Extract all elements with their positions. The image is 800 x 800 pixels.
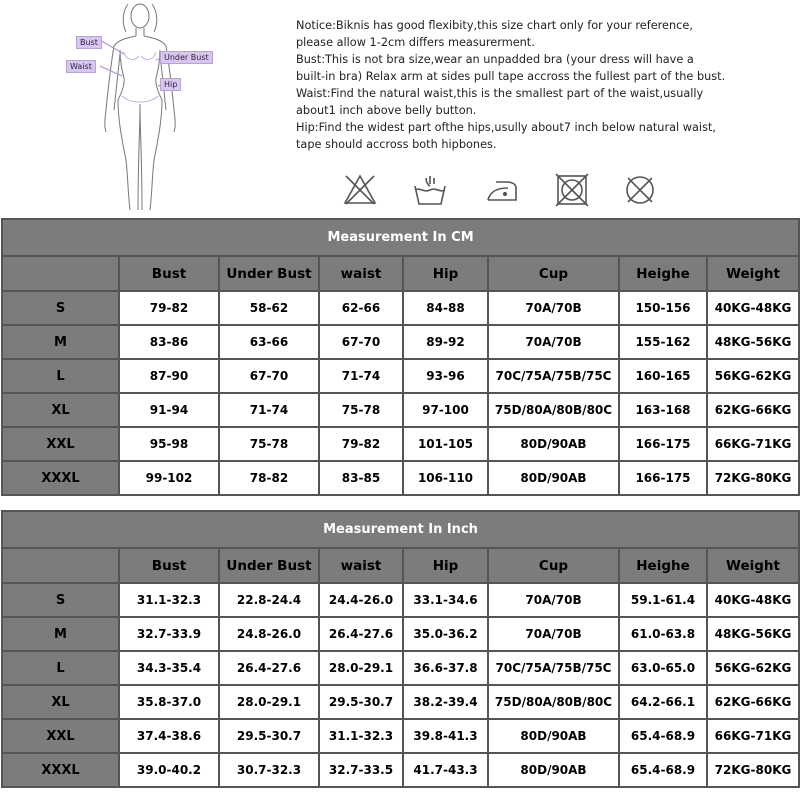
size-label: M (2, 325, 119, 359)
notice-line: Bust:This is not bra size,wear an unpadded bra (your dress will have a (296, 53, 694, 66)
table-row (2, 719, 799, 753)
table-row (2, 617, 799, 651)
table-cell: 28.0-29.1 (219, 685, 319, 719)
table-cell: 63.0-65.0 (619, 651, 707, 685)
table-cell: 40KG-48KG (707, 291, 799, 325)
table-cell: 83-86 (119, 325, 219, 359)
table-cell: 39.8-41.3 (403, 719, 488, 753)
table-row (2, 461, 799, 495)
notice-line: tape should accross both hipbones. (296, 138, 497, 151)
woman-silhouette-icon (60, 0, 220, 212)
table-cell: 31.1-32.3 (119, 583, 219, 617)
table-row (2, 393, 799, 427)
table-cell: 163-168 (619, 393, 707, 427)
table-cell: 59.1-61.4 (619, 583, 707, 617)
table-cell: 70A/70B (488, 291, 619, 325)
table-cell: 80D/90AB (488, 753, 619, 787)
table-cell: 35.8-37.0 (119, 685, 219, 719)
table-cell: 56KG-62KG (707, 359, 799, 393)
table-cell: 26.4-27.6 (319, 617, 403, 651)
table-cell: 80D/90AB (488, 719, 619, 753)
notice-line: Waist:Find the natural waist,this is the smallest part of the waist,usually (296, 87, 704, 100)
column-header-bust: Bust (119, 256, 219, 291)
size-label: XXL (2, 719, 119, 753)
table-cell: 37.4-38.6 (119, 719, 219, 753)
table-cell: 32.7-33.5 (319, 753, 403, 787)
table-cell: 29.5-30.7 (219, 719, 319, 753)
table-cell: 70C/75A/75B/75C (488, 651, 619, 685)
table-cell: 62-66 (319, 291, 403, 325)
table-cell: 24.4-26.0 (319, 583, 403, 617)
hip-label: Hip (160, 78, 181, 91)
table-cell: 64.2-66.1 (619, 685, 707, 719)
column-header-waist: waist (319, 256, 403, 291)
column-header-cup: Cup (488, 256, 619, 291)
table-cell: 38.2-39.4 (403, 685, 488, 719)
column-header-height: Heighe (619, 256, 707, 291)
table-cell: 70A/70B (488, 325, 619, 359)
table-cell: 71-74 (319, 359, 403, 393)
table-cell: 83-85 (319, 461, 403, 495)
size-column-header (2, 548, 119, 583)
table-title: Measurement In Inch (2, 511, 799, 548)
table-cell: 80D/90AB (488, 427, 619, 461)
column-header-under-bust: Under Bust (219, 548, 319, 583)
header-area (0, 0, 800, 218)
table-cell: 70C/75A/75B/75C (488, 359, 619, 393)
table-row (2, 325, 799, 359)
table-cell: 72KG-80KG (707, 753, 799, 787)
table-cell: 97-100 (403, 393, 488, 427)
table-cell: 33.1-34.6 (403, 583, 488, 617)
iron-low-icon (484, 172, 520, 208)
table-cell: 30.7-32.3 (219, 753, 319, 787)
table-cell: 79-82 (319, 427, 403, 461)
size-label: S (2, 583, 119, 617)
table-row (2, 427, 799, 461)
column-header-under-bust: Under Bust (219, 256, 319, 291)
table-cell: 80D/90AB (488, 461, 619, 495)
notice-line: about1 inch above belly button. (296, 104, 477, 117)
table-cell: 106-110 (403, 461, 488, 495)
table-cell: 24.8-26.0 (219, 617, 319, 651)
table-cell: 58-62 (219, 291, 319, 325)
size-label: XXXL (2, 753, 119, 787)
table-cell: 91-94 (119, 393, 219, 427)
table-cell: 155-162 (619, 325, 707, 359)
column-header-weight: Weight (707, 256, 799, 291)
body-measurement-figure (60, 0, 220, 212)
column-header-height: Heighe (619, 548, 707, 583)
size-label: L (2, 651, 119, 685)
column-header-cup: Cup (488, 548, 619, 583)
table-cell: 48KG-56KG (707, 325, 799, 359)
bust-label: Bust (76, 36, 102, 49)
table-cell: 41.7-43.3 (403, 753, 488, 787)
table-row (2, 753, 799, 787)
table-cell: 40KG-48KG (707, 583, 799, 617)
size-table-inch (1, 510, 800, 788)
table-cell: 166-175 (619, 461, 707, 495)
table-row (2, 291, 799, 325)
waist-label: Waist (66, 60, 96, 73)
table-cell: 70A/70B (488, 617, 619, 651)
notice-line: built-in bra) Relax arm at sides pull tape accross the fullest part of the bust. (296, 70, 726, 83)
size-label: XL (2, 685, 119, 719)
table-row (2, 359, 799, 393)
notice-line: please allow 1-2cm differs measurerment. (296, 36, 535, 49)
table-cell: 63-66 (219, 325, 319, 359)
table-cell: 78-82 (219, 461, 319, 495)
table-cell: 48KG-56KG (707, 617, 799, 651)
size-label: L (2, 359, 119, 393)
notice-line: Hip:Find the widest part ofthe hips,usully about7 inch below natural waist, (296, 121, 716, 134)
care-instructions (342, 172, 662, 210)
table-cell: 93-96 (403, 359, 488, 393)
size-notice (296, 17, 766, 153)
table-cell: 66KG-71KG (707, 719, 799, 753)
table-cell: 67-70 (219, 359, 319, 393)
table-cell: 26.4-27.6 (219, 651, 319, 685)
table-cell: 56KG-62KG (707, 651, 799, 685)
table-row (2, 685, 799, 719)
size-label: XXXL (2, 461, 119, 495)
table-cell: 75D/80A/80B/80C (488, 393, 619, 427)
table-cell: 79-82 (119, 291, 219, 325)
table-cell: 32.7-33.9 (119, 617, 219, 651)
table-cell: 160-165 (619, 359, 707, 393)
table-cell: 150-156 (619, 291, 707, 325)
notice-line: Notice:Biknis has good flexibity,this size chart only for your reference, (296, 19, 693, 32)
under-bust-label: Under Bust (160, 51, 213, 64)
table-cell: 75D/80A/80B/80C (488, 685, 619, 719)
size-label: XXL (2, 427, 119, 461)
table-cell: 166-175 (619, 427, 707, 461)
table-cell: 65.4-68.9 (619, 719, 707, 753)
table-row (2, 651, 799, 685)
hand-wash-icon (412, 172, 448, 208)
column-header-bust: Bust (119, 548, 219, 583)
size-label: S (2, 291, 119, 325)
table-cell: 31.1-32.3 (319, 719, 403, 753)
table-cell: 39.0-40.2 (119, 753, 219, 787)
table-cell: 65.4-68.9 (619, 753, 707, 787)
column-header-weight: Weight (707, 548, 799, 583)
table-cell: 101-105 (403, 427, 488, 461)
table-cell: 35.0-36.2 (403, 617, 488, 651)
table-cell: 67-70 (319, 325, 403, 359)
table-cell: 22.8-24.4 (219, 583, 319, 617)
size-label: M (2, 617, 119, 651)
no-tumble-dry-icon (554, 172, 590, 208)
table-row (2, 583, 799, 617)
table-cell: 95-98 (119, 427, 219, 461)
table-cell: 72KG-80KG (707, 461, 799, 495)
table-cell: 66KG-71KG (707, 427, 799, 461)
table-title: Measurement In CM (2, 219, 799, 256)
table-cell: 70A/70B (488, 583, 619, 617)
table-cell: 62KG-66KG (707, 393, 799, 427)
size-label: XL (2, 393, 119, 427)
column-header-hip: Hip (403, 548, 488, 583)
table-cell: 71-74 (219, 393, 319, 427)
table-cell: 28.0-29.1 (319, 651, 403, 685)
table-cell: 29.5-30.7 (319, 685, 403, 719)
table-cell: 87-90 (119, 359, 219, 393)
table-cell: 61.0-63.8 (619, 617, 707, 651)
column-header-waist: waist (319, 548, 403, 583)
size-table-cm (1, 218, 800, 496)
size-column-header (2, 256, 119, 291)
table-cell: 34.3-35.4 (119, 651, 219, 685)
table-cell: 89-92 (403, 325, 488, 359)
table-cell: 84-88 (403, 291, 488, 325)
column-header-hip: Hip (403, 256, 488, 291)
table-cell: 62KG-66KG (707, 685, 799, 719)
table-cell: 99-102 (119, 461, 219, 495)
no-bleach-icon (342, 172, 378, 208)
no-dry-clean-icon (622, 172, 658, 208)
table-cell: 75-78 (319, 393, 403, 427)
table-cell: 75-78 (219, 427, 319, 461)
table-cell: 36.6-37.8 (403, 651, 488, 685)
